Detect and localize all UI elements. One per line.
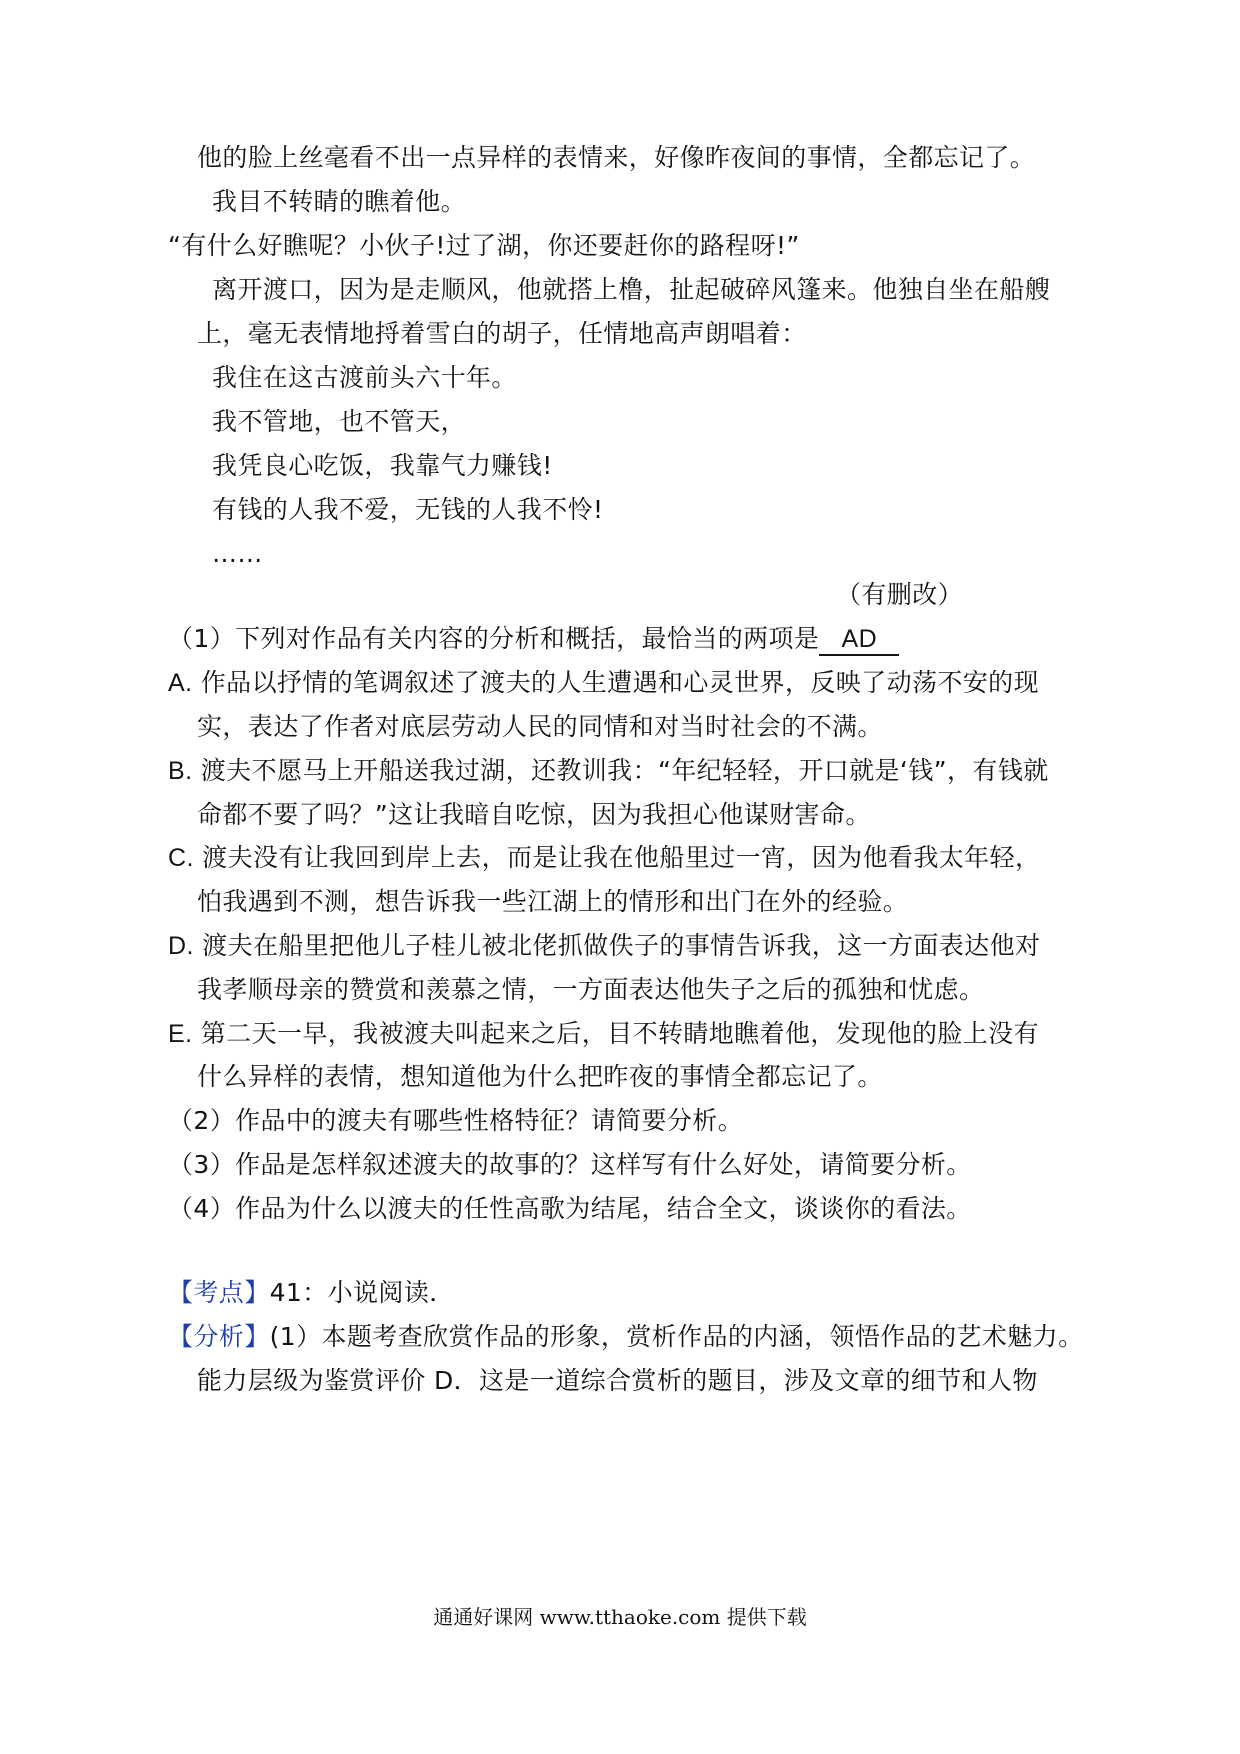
question-3: （3）作品是怎样叙述渡夫的故事的？这样写有什么好处，请简要分析。 — [168, 1150, 972, 1179]
kaodian-line — [168, 1278, 455, 1308]
option-text: 渡夫不愿马上开船送我过湖，还教训我：“年纪轻轻，开口就是‘钱”，有钱就 — [200, 756, 1049, 785]
kaodian-text: 41：小说阅读． — [269, 1278, 455, 1307]
song-line: 我住在这古渡前头六十年。 — [212, 363, 517, 392]
song-line: 我凭良心吃饭，我靠气力赚钱! — [212, 451, 553, 480]
option-letter: E. — [168, 1020, 193, 1048]
question-4: （4）作品为什么以渡夫的任性高歌为结尾，结合全文，谈谈你的看法。 — [168, 1194, 972, 1223]
option-text: 作品以抒情的笔调叙述了渡夫的人生遭遇和心灵世界，反映了动荡不安的现 — [200, 668, 1039, 697]
question-1-answer: AD — [819, 624, 899, 656]
story-paragraph-3: “有什么好瞧呢？小伙子!过了湖，你还要赶你的路程呀!” — [168, 231, 800, 260]
option-b-line-1 — [168, 756, 1049, 786]
story-paragraph-1: 他的脸上丝毫看不出一点异样的表情来，好像昨夜间的事情，全都忘记了。 — [197, 143, 1036, 172]
edit-note: （有删改） — [836, 580, 964, 609]
option-c-line-2: 怕我遇到不测，想告诉我一些江湖上的情形和出门在外的经验。 — [197, 887, 909, 916]
option-c-line-1 — [168, 843, 1040, 873]
option-text: 渡夫在船里把他儿子桂儿被北佬抓做佚子的事情告诉我，这一方面表达他对 — [202, 931, 1041, 960]
option-text: 渡夫没有让我回到岸上去，而是让我在他船里过一宵，因为他看我太年轻， — [202, 843, 1041, 872]
song-ellipsis: …… — [212, 539, 263, 568]
option-letter: C. — [168, 844, 194, 872]
story-paragraph-2: 我目不转睛的瞧着他。 — [212, 187, 467, 216]
story-paragraph-4-line-2: 上，毫无表情地捋着雪白的胡子，任情地高声朗唱着： — [197, 319, 807, 348]
option-d-line-1 — [168, 931, 1040, 961]
question-1-text: （1）下列对作品有关内容的分析和概括，最恰当的两项是 — [168, 624, 820, 653]
fenxi-text: (1）本题考查欣赏作品的形象，赏析作品的内涵，领悟作品的艺术魅力。 — [269, 1322, 1084, 1351]
fenxi-tag: 【分析】 — [168, 1322, 270, 1351]
story-paragraph-4-line-1: 离开渡口，因为是走顺风，他就搭上橹，扯起破碎风篷来。他独自坐在船艘 — [212, 275, 1051, 304]
question-1 — [168, 624, 899, 656]
option-e-line-2: 什么异样的表情，想知道他为什么把昨夜的事情全都忘记了。 — [197, 1062, 883, 1091]
option-d-line-2: 我孝顺母亲的赞赏和羡慕之情，一方面表达他失子之后的孤独和忧虑。 — [197, 975, 985, 1004]
option-a-line-1 — [168, 668, 1039, 698]
option-a-line-2: 实，表达了作者对底层劳动人民的同情和对当时社会的不满。 — [197, 712, 883, 741]
song-line: 我不管地，也不管天， — [212, 407, 467, 436]
option-letter: D. — [168, 932, 194, 960]
fenxi-line-1 — [168, 1322, 1083, 1352]
page-footer: 通通好课网 www.tthaoke.com 提供下载 — [433, 1605, 807, 1629]
fenxi-line-2: 能力层级为鉴赏评价 D．这是一道综合赏析的题目，涉及文章的细节和人物 — [197, 1366, 1038, 1395]
option-b-line-2: 命都不要了吗？”这让我暗自吃惊，因为我担心他谋财害命。 — [197, 800, 871, 829]
option-letter: B. — [168, 757, 193, 785]
option-text: 第二天一早，我被渡夫叫起来之后，目不转睛地瞧着他，发现他的脸上没有 — [200, 1019, 1039, 1048]
question-2: （2）作品中的渡夫有哪些性格特征？请简要分析。 — [168, 1106, 744, 1135]
kaodian-tag: 【考点】 — [168, 1278, 270, 1307]
song-line: 有钱的人我不爱，无钱的人我不怜! — [212, 495, 604, 524]
option-e-line-1 — [168, 1019, 1039, 1049]
option-letter: A. — [168, 669, 193, 697]
